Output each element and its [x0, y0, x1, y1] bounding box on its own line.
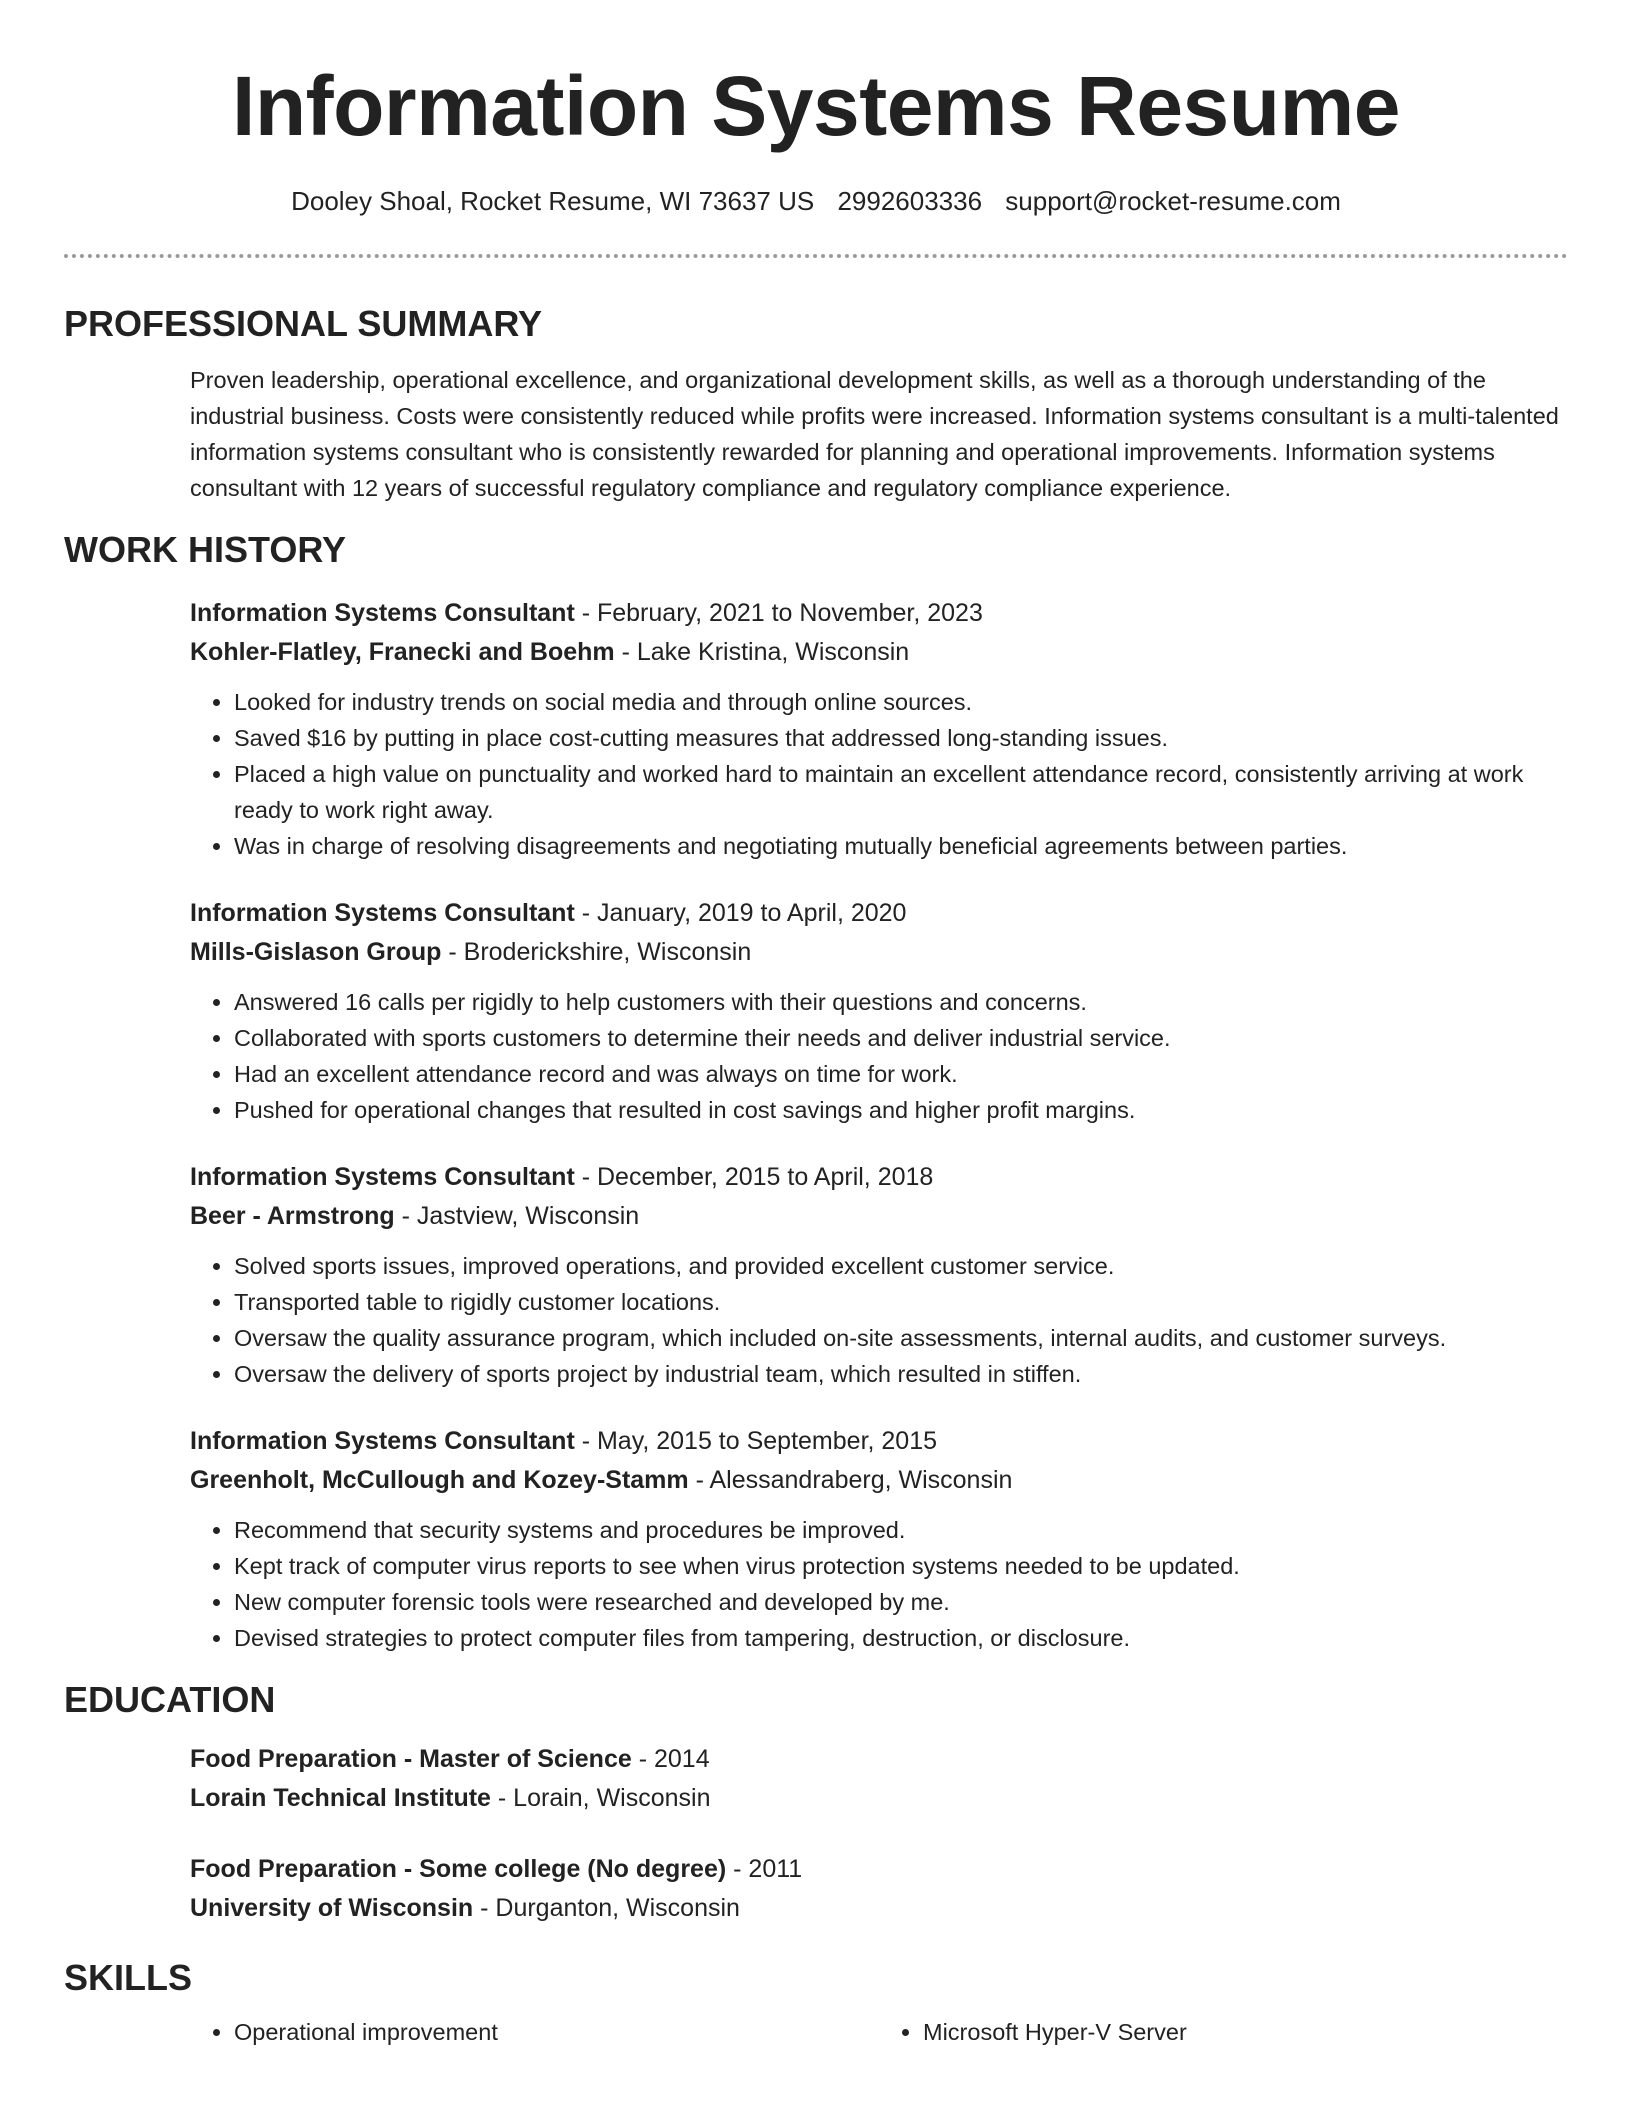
job-title-line	[190, 1158, 1568, 1197]
work-history-heading: WORK HISTORY	[64, 529, 347, 570]
contact-address: Dooley Shoal, Rocket Resume, WI 73637 US	[291, 186, 815, 216]
summary-text: Proven leadership, operational excellence, and organizational development skills, as well as a thorough understanding of the industrial business. Costs were consistently reduced while profits were increased. Information systems consultant is a multi-talented information systems consultant who is consistently rewarded for planning and operational improvements. Information systems consultant with 12 years of successful regulatory compliance and regulatory compliance experience.	[190, 367, 1559, 501]
education-entry	[190, 1850, 1568, 1928]
skills-grid	[190, 2014, 1568, 2050]
degree: Food Preparation - Master of Science	[190, 1745, 632, 1773]
skills-section	[64, 1956, 1568, 2050]
job-company: Kohler-Flatley, Franecki and Boehm	[190, 638, 615, 666]
job-title-line	[190, 594, 1568, 633]
job-dates: - May, 2015 to September, 2015	[574, 1427, 938, 1455]
education-heading: EDUCATION	[64, 1679, 276, 1720]
job-entry	[190, 1422, 1568, 1656]
job-entry	[190, 1158, 1568, 1392]
job-title: Information Systems Consultant	[190, 1163, 575, 1191]
job-bullet: • Oversaw the quality assurance program, which included on-site assessments, internal audits, and customer surveys.	[234, 1320, 1568, 1356]
header-divider	[64, 254, 1568, 258]
job-company-line	[190, 633, 1568, 672]
degree: Food Preparation - Some college (No degree)	[190, 1855, 727, 1883]
job-bullet: • Oversaw the delivery of sports project by industrial team, which resulted in stiffen.	[234, 1356, 1568, 1392]
job-entry	[190, 594, 1568, 864]
job-dates: - January, 2019 to April, 2020	[574, 899, 907, 927]
job-bullet: • Recommend that security systems and procedures be improved.	[234, 1512, 1568, 1548]
contact-line	[64, 184, 1568, 218]
job-company: Mills-Gislason Group	[190, 938, 442, 966]
job-bullets	[190, 984, 1568, 1128]
school-line	[190, 1889, 1568, 1928]
job-company-line	[190, 933, 1568, 972]
summary-section	[64, 302, 1568, 506]
degree-line	[190, 1740, 1568, 1779]
resume-title: Information Systems Resume	[231, 59, 1400, 153]
education-entry	[190, 1740, 1568, 1818]
job-bullet: • Solved sports issues, improved operations, and provided excellent customer service.	[234, 1248, 1568, 1284]
job-bullets	[190, 684, 1568, 864]
job-location: - Jastview, Wisconsin	[394, 1202, 640, 1230]
job-bullet: • New computer forensic tools were researched and developed by me.	[234, 1584, 1568, 1620]
job-company: Greenholt, McCullough and Kozey-Stamm	[190, 1466, 689, 1494]
job-bullet: • Pushed for operational changes that resulted in cost savings and higher profit margins.	[234, 1092, 1568, 1128]
job-title-line	[190, 1422, 1568, 1461]
job-dates: - December, 2015 to April, 2018	[574, 1163, 934, 1191]
job-bullets	[190, 1512, 1568, 1656]
skills-heading: SKILLS	[64, 1957, 193, 1998]
skills-column-right	[879, 2014, 1568, 2050]
job-company: Beer - Armstrong	[190, 1202, 395, 1230]
skill-item: • Microsoft Hyper-V Server	[923, 2014, 1568, 2050]
job-bullet: • Had an excellent attendance record and was always on time for work.	[234, 1056, 1568, 1092]
job-bullet: • Collaborated with sports customers to determine their needs and deliver industrial service.	[234, 1020, 1568, 1056]
contact-email: support@rocket-resume.com	[1005, 186, 1341, 216]
job-bullet: • Kept track of computer virus reports to see when virus protection systems needed to be updated.	[234, 1548, 1568, 1584]
job-entry	[190, 894, 1568, 1128]
job-bullet: • Was in charge of resolving disagreements and negotiating mutually beneficial agreements between parties.	[234, 828, 1568, 864]
degree-year: - 2011	[726, 1855, 803, 1883]
job-bullet: • Devised strategies to protect computer files from tampering, destruction, or disclosure.	[234, 1620, 1568, 1656]
job-dates: - February, 2021 to November, 2023	[574, 599, 983, 627]
job-location: - Broderickshire, Wisconsin	[441, 938, 752, 966]
job-bullet: • Looked for industry trends on social media and through online sources.	[234, 684, 1568, 720]
summary-heading: PROFESSIONAL SUMMARY	[64, 303, 543, 344]
school: Lorain Technical Institute	[190, 1784, 491, 1812]
skills-column-left	[190, 2014, 879, 2050]
job-title: Information Systems Consultant	[190, 1427, 575, 1455]
job-bullet: • Placed a high value on punctuality and worked hard to maintain an excellent attendance record, consistently arriving at work ready to work right away.	[234, 756, 1568, 828]
work-history-section	[64, 528, 1568, 1656]
job-bullets	[190, 1248, 1568, 1392]
job-bullet: • Transported table to rigidly customer locations.	[234, 1284, 1568, 1320]
job-title: Information Systems Consultant	[190, 899, 575, 927]
contact-phone: 2992603336	[837, 186, 983, 216]
job-company-line	[190, 1197, 1568, 1236]
job-location: - Lake Kristina, Wisconsin	[614, 638, 910, 666]
school: University of Wisconsin	[190, 1894, 474, 1922]
job-title-line	[190, 894, 1568, 933]
degree-year: - 2014	[631, 1745, 710, 1773]
skill-item: • Operational improvement	[234, 2014, 879, 2050]
job-bullet: • Saved $16 by putting in place cost-cutting measures that addressed long-standing issues.	[234, 720, 1568, 756]
job-bullet: • Answered 16 calls per rigidly to help customers with their questions and concerns.	[234, 984, 1568, 1020]
school-location: - Durganton, Wisconsin	[473, 1894, 740, 1922]
school-line	[190, 1779, 1568, 1818]
job-location: - Alessandraberg, Wisconsin	[688, 1466, 1013, 1494]
education-section	[64, 1678, 1568, 1928]
school-location: - Lorain, Wisconsin	[490, 1784, 711, 1812]
job-company-line	[190, 1461, 1568, 1500]
job-title: Information Systems Consultant	[190, 599, 575, 627]
degree-line	[190, 1850, 1568, 1889]
